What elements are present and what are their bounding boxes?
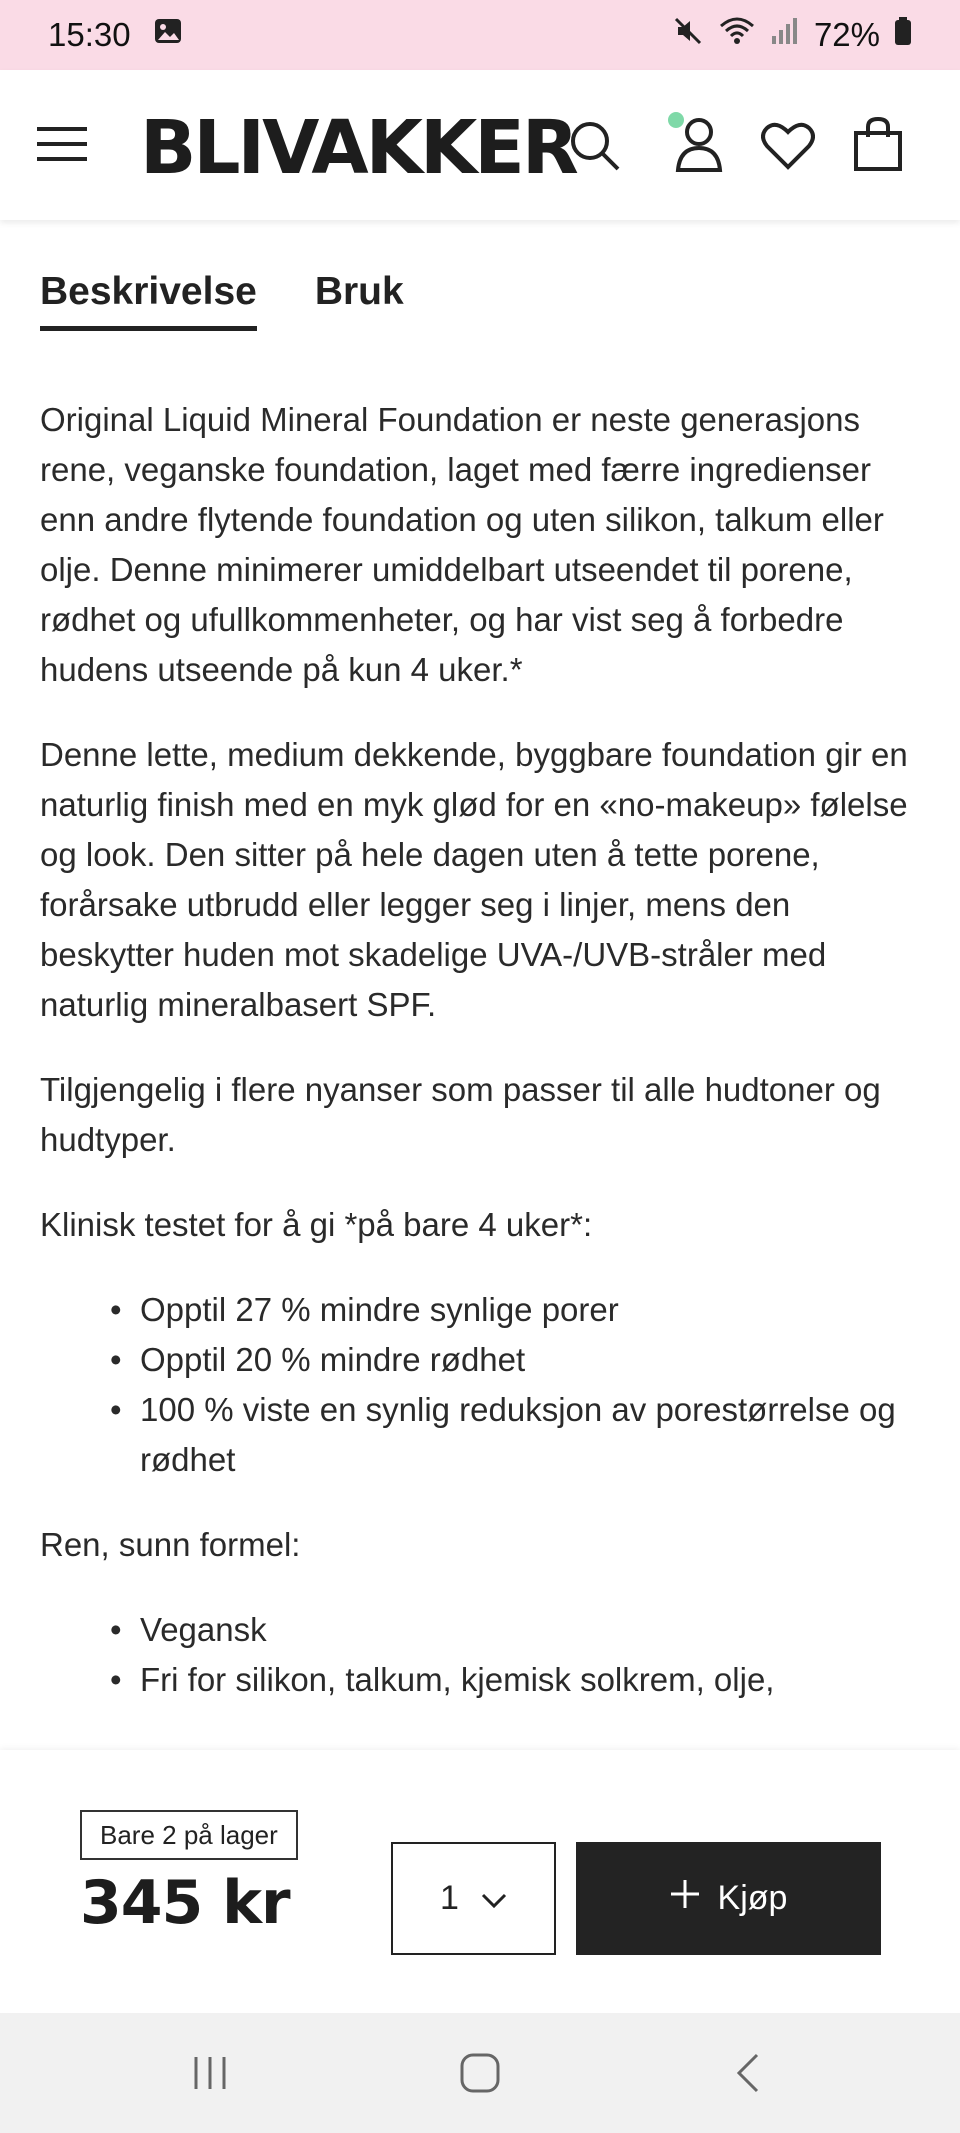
battery-percent: 72% [813,16,880,53]
product-price: 345 kr [80,1868,290,1938]
list-item: • Fri for silikon, talkum, kjemisk solkrem, olje, [140,1655,920,1705]
description-paragraph: Original Liquid Mineral Foundation er neste generasjons rene, veganske foundation, laget med færre ingredienser enn andre flytende foundation og uten silikon, talkum eller olje. Denne minimerer umiddelbart utseendet til porene, rødhet og ufullkommenheter, og har vist seg å forbedre hudens utseende på kun 4 uker.* [40,401,884,688]
plus-icon [670,1879,700,1918]
formula-list [140,1605,920,1705]
tab-beskrivelse[interactable]: Beskrivelse [40,270,257,331]
product-tabs [40,270,404,331]
list-item: • Vegansk [140,1605,920,1655]
status-time: 15:30 [48,16,131,53]
recent-apps-icon[interactable] [180,2043,240,2103]
tab-bruk[interactable]: Bruk [314,270,404,313]
home-icon[interactable] [450,2043,510,2103]
buy-button-label: Kjøp [717,1879,788,1917]
wifi-icon [718,15,756,55]
description-paragraph: Tilgjengelig i flere nyanser som passer til alle hudtoner og hudtyper. [40,1071,881,1158]
clinical-results-list [140,1285,920,1485]
stock-badge: Bare 2 på lager [80,1810,298,1860]
purchase-bar [0,1750,960,2013]
battery-icon [894,16,912,54]
search-icon[interactable] [567,118,623,174]
quantity-value: 1 [440,1879,459,1917]
description-paragraph: Ren, sunn formel: [40,1526,301,1563]
description-paragraph: Klinisk testet for å gi *på bare 4 uker*: [40,1206,593,1243]
system-nav-bar [0,2013,960,2133]
chevron-down-icon [481,1879,507,1918]
mute-icon [672,15,704,55]
gallery-notification-icon [153,16,183,54]
list-item: • Opptil 27 % mindre synlige porer [140,1285,920,1335]
site-logo[interactable]: BLIVAKKER [140,105,576,191]
menu-icon[interactable] [36,118,88,170]
product-description [40,395,920,1740]
cart-bag-icon[interactable] [850,116,906,172]
buy-button[interactable] [576,1842,881,1955]
wishlist-heart-icon[interactable] [760,118,816,174]
site-header [0,70,960,220]
description-paragraph: Denne lette, medium dekkende, byggbare foundation gir en naturlig finish med en myk glød for en «no-makeup» følelse og look. Den sitter på hele dagen uten å tette porene, forårsake utbrudd eller legger seg i linjer, mens den beskytter huden mot skadelige UVA-/UVB-stråler med naturlig mineralbasert SPF. [40,736,908,1023]
signal-icon [770,16,800,54]
list-item: • 100 % viste en synlig reduksjon av porestørrelse og rødhet [140,1385,920,1485]
account-icon[interactable] [666,110,730,174]
back-icon[interactable] [718,2043,778,2103]
quantity-select[interactable] [391,1842,556,1955]
status-bar [0,0,960,70]
list-item: • Opptil 20 % mindre rødhet [140,1335,920,1385]
